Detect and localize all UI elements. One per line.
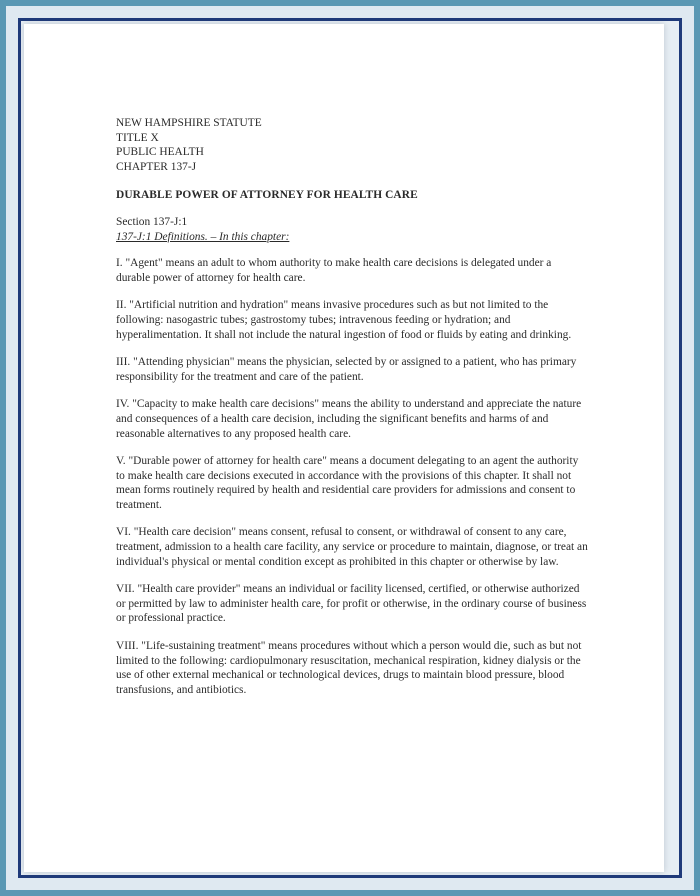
statute-header — [116, 116, 588, 174]
section-number: Section 137-J:1 — [116, 215, 188, 228]
header-line-title: TITLE X — [116, 131, 159, 144]
definition-health-care-decision: VI. "Health care decision" means consent, refusal to consent, or withdrawal of consent to any care, treatment, admission to a health care facility, any service or procedure to maintain, diagnose, or treat an individual's physical or mental condition except as prohibited in this chapter or otherwise by law. — [116, 526, 588, 568]
header-line-statute: NEW HAMPSHIRE STATUTE — [116, 117, 262, 129]
document-title: DURABLE POWER OF ATTORNEY FOR HEALTH CARE — [116, 189, 418, 202]
header-line-chapter: CHAPTER 137-J — [116, 160, 197, 173]
definition-life-sustaining: VIII. "Life-sustaining treatment" means procedures without which a person would die, such as but not limited to the following: cardiopulmonary resuscitation, mechanical respiration, kidney dialysis or the use of other external mechanical or technological devices, drugs to maintain blood pressure, blood transfusions, and antibiotics. — [116, 640, 582, 696]
definition-capacity: IV. "Capacity to make health care decisions" means the ability to understand and appreciate the nature and consequences of a health care decision, including the significant benefits and harms of and reasonable alternatives to any proposed health care. — [116, 398, 582, 440]
document-body — [116, 116, 588, 710]
definition-health-care-provider: VII. "Health care provider" means an individual or facility licensed, certified, or otherwise authorized or permitted by law to administer health care, for profit or otherwise, in the ordinary course of business or professional practice. — [116, 583, 587, 625]
definition-attending-physician: III. "Attending physician" means the physician, selected by or assigned to a patient, who has primary responsibility for the treatment and care of the patient. — [116, 356, 577, 383]
header-line-subject: PUBLIC HEALTH — [116, 146, 204, 159]
definition-durable-power: V. "Durable power of attorney for health care" means a document delegating to an agent the authority to make health care decisions executed in accordance with the provisions of this chapter. It shall not mean forms routinely required by health and residential care providers for admissions and consent to treatment. — [116, 455, 579, 511]
definition-artificial-nutrition: II. "Artificial nutrition and hydration" means invasive procedures such as but not limited to the following: nasogastric tubes; gastrostomy tubes; intravenous feeding or hydration; and hyperalimentation. It shall not include the natural ingestion of food or fluids by eating and drinking. — [116, 299, 572, 341]
definition-agent: I. "Agent" means an adult to whom authority to make health care decisions is delegated under a durable power of attorney for health care. — [116, 257, 552, 284]
section-subheading: 137-J:1 Definitions. – In this chapter: — [116, 230, 290, 243]
